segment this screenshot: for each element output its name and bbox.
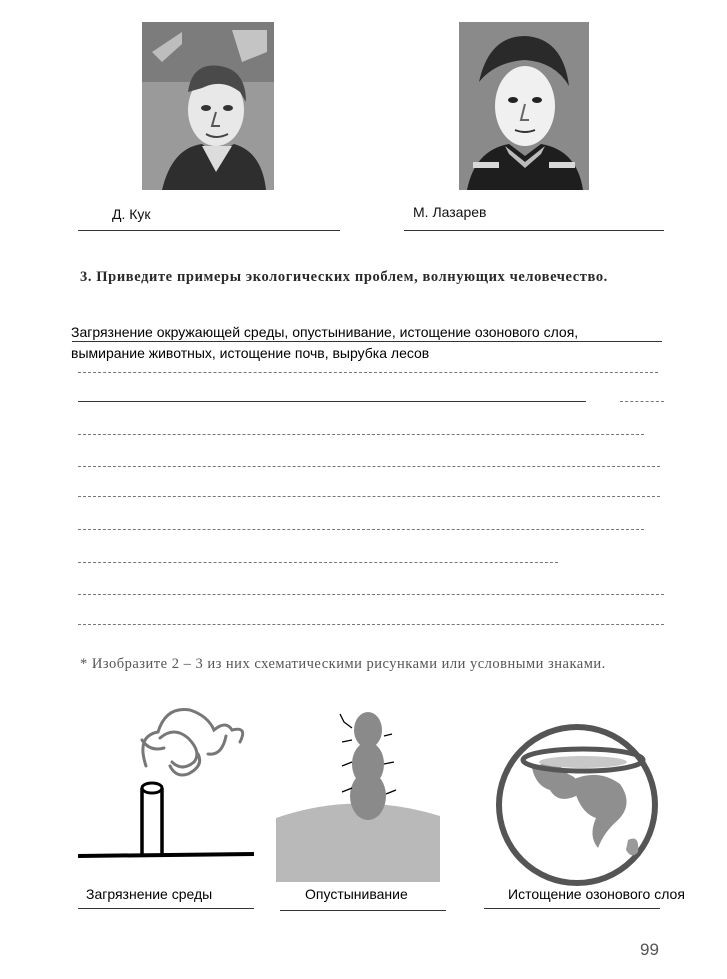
ground-line [78, 854, 254, 856]
desert-drawing [276, 706, 442, 882]
caption-line-cook [78, 230, 340, 231]
cactus-segment [354, 712, 382, 748]
ozone-hole [539, 756, 627, 768]
cactus-segment [352, 742, 384, 786]
pollution-drawing [76, 696, 256, 876]
label-ozone: Истощение озонового слоя [508, 886, 685, 902]
writing-line [78, 372, 658, 373]
answer-text [71, 322, 711, 364]
task-draw-schemes: * Изобразите 2 – 3 из них схематическими рисунками или условными знаками. [80, 656, 606, 672]
caption-lazarev: М. Лазарев [413, 204, 487, 220]
label-line-desert [280, 910, 446, 911]
page-number: 99 [640, 940, 659, 959]
caption-cook: Д. Кук [112, 206, 151, 222]
portrait-cook [142, 22, 274, 190]
writing-line [620, 401, 664, 402]
chimney-top [142, 783, 162, 793]
label-pollution: Загрязнение среды [86, 886, 213, 902]
label-desert: Опустынивание [305, 886, 408, 902]
writing-line [72, 341, 662, 342]
portrait-lazarev [459, 22, 589, 190]
caption-line-lazarev [404, 230, 664, 231]
writing-line [78, 594, 664, 595]
writing-line [78, 434, 644, 435]
portrait-lazarev-image [459, 22, 589, 190]
answer-line-1: Загрязнение окружающей среды, опустынивание, истощение озонового слоя, [71, 324, 579, 340]
writing-line [78, 529, 644, 530]
answer-line-2: вымирание животных, истощение почв, вырубка лесов [71, 345, 430, 361]
writing-line [78, 401, 586, 402]
question-3: 3. Приведите примеры экологических проблем, волнующих человечество. [80, 269, 608, 285]
smoke-scribble [142, 709, 243, 775]
label-line-pollution [78, 908, 254, 909]
portrait-cook-image [142, 22, 274, 190]
writing-line [78, 466, 660, 467]
ozone-drawing [488, 716, 668, 886]
writing-line [78, 562, 558, 563]
label-line-ozone [484, 908, 660, 909]
writing-line [78, 496, 660, 497]
writing-line [78, 624, 664, 625]
